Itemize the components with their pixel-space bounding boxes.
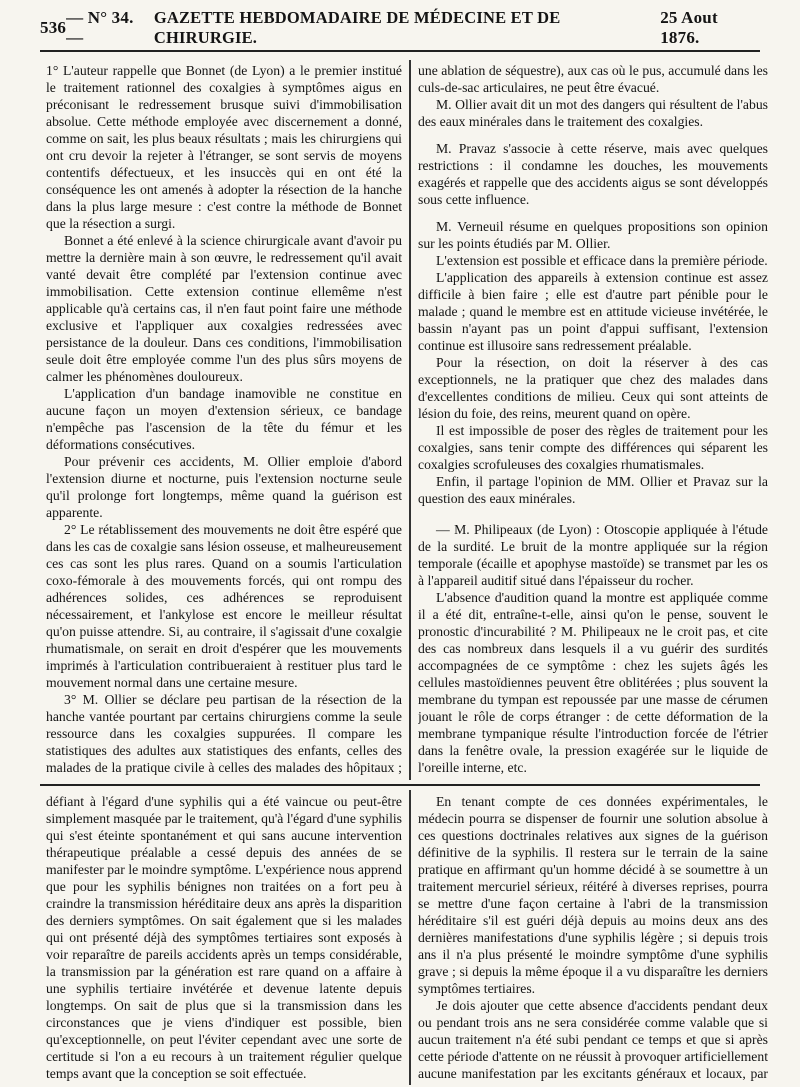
column-4 xyxy=(418,793,768,1083)
paragraph: L'application d'un bandage inamovible ne constitue en aucune façon un moyen d'extension sérieux, ce bandage n'empêche pas l'ascension de la tête du fémur et les déformations consécutives. xyxy=(46,386,402,452)
issue-date: 25 Aout 1876. xyxy=(660,8,718,47)
journal-title: GAZETTE HEBDOMADAIRE DE MÉDECINE ET DE CHIRURGIE. xyxy=(153,8,561,47)
paragraph: Bonnet a été enlevé à la science chirurgicale avant d'avoir pu mettre la dernière main à son œuvre, le redressement qu'il avait vanté devait être complété par l'extension continue avec immobilisation. Cette extension continue ellemême n'est applicable qu'à certains cas, il n'en faut point faire une méthode exclusive et l'appliquer aux coxalgies redressées avec persistance de la douleur. Dans ces conditions, l'immobilisation seule doit être employée comme l'un des plus sûrs moyens de calmer les phénomènes douloureux. xyxy=(46,233,402,384)
paragraph: — M. Philipeaux (de Lyon) : Otoscopie appliquée à l'étude de la surdité. Le bruit de la montre appliquée sur la région temporale (écaille et apophyse mastoïde) se transmet par les os à l'appareil auditif situé dans l'épaisseur du rocher. xyxy=(418,522,768,588)
paragraph: Je dois ajouter que cette absence d'accidents pendant deux ou pendant trois ans ne sera considérée comme valable que si aucun traitement n'a été subi pendant ce temps et que si après cette période d'attente on ne réussit à provoquer artificiellement aucune manifestation par les excitants généraux et locaux, par xyxy=(418,998,768,1081)
issue-number: — N° 34. — xyxy=(66,8,134,47)
running-header xyxy=(40,6,760,52)
paragraph: M. Pravaz s'associe à cette réserve, mais avec quelques restrictions : il condamne les douches, les mouvements exagérés et rappelle que des accidents aigus se sont développés sous cette influence. xyxy=(418,141,768,207)
paragraph: défiant à l'égard d'une syphilis qui a été vaincue ou peut-être simplement masquée par le traitement, qu'à l'égard d'une syphilis qui s'est éteinte spontanément et qui sans aucune intervention thérapeutique préalable a cessé depuis des années de se manifester par le moindre symptôme. L'expérience nous apprend que pour les syphilis bénignes non traitées on a fort peu à craindre la transmission héréditaire deux ans après la disparition des derniers symptômes. On sait également que si les malades qui ont présenté déjà des symptômes tertiaires sont exposés à voir reparaître de pareils accidents après un temps considérable, la transmission par la génération est rare quand on a affaire à une syphilis tertiaire invétérée et devenue latente depuis longtemps. On sait de plus que si la transmission dans les circonstances que je viens d'indiquer est possible, bien qu'exceptionnelle, on peut l'éviter cependant avec une sorte de certitude si l'on a eu recours à un traitement régulier quelque temps avant que la conception se soit effectuée. xyxy=(46,794,402,1081)
paragraph: L'absence d'audition quand la montre est appliquée comme il a été dit, entraîne-t-elle, ainsi qu'on le pense, souvent le pronostic d'incurabilité ? M. Philipeaux ne le croit pas, et cite des cas nombreux dans lesquels il a vu guérir des surdités accompagnées de ce symptôme : chez les sujets âgés les cellules mastoïdiennes peuvent être oblitérées ; plus souvent la membrane du tympan est repoussée par une masse de cérumen jouant le rôle de corps étranger : de cette déformation de la membrane tympanique résulte l'introduction forcée de l'étrier dans la fenêtre ovale, la pression exagérée sur le liquide de l'oreille interne, etc. xyxy=(418,590,768,775)
paragraph: Pour prévenir ces accidents, M. Ollier emploie d'abord l'extension diurne et nocturne, puis l'extension nocturne seule qu'il prolonge fort longtemps, même quand la guérison est apparente. xyxy=(46,454,402,520)
paragraph xyxy=(418,776,768,777)
column-divider-bottom xyxy=(409,790,411,1085)
paragraph: une ablation de séquestre), aux cas où le pus, accumulé dans les culs-de-sac articulaires, ne peut être évacué. xyxy=(418,63,768,95)
paragraph: M. Verneuil résume en quelques propositions son opinion sur les points étudiés par M. Ollier. xyxy=(418,219,768,251)
paragraph: Enfin, il partage l'opinion de MM. Ollier et Pravaz sur la question des eaux minérales. xyxy=(418,474,768,506)
column-divider-top xyxy=(409,60,411,780)
paragraph: L'extension est possible et efficace dans la première période. xyxy=(436,253,768,268)
page-number: 536 xyxy=(40,18,67,37)
column-1 xyxy=(46,62,402,777)
column-2 xyxy=(418,62,768,777)
paragraph: Il est impossible de poser des règles de traitement pour les coxalgies, sans tenir compte des différences qui séparent les coxalgies scrofuleuses des coxalgies rhumatismales. xyxy=(418,423,768,472)
paragraph: 1° L'auteur rappelle que Bonnet (de Lyon) a le premier institué le traitement rationnel des coxalgies à symptômes aigus en préconisant le redressement brusque suivi d'immobilisation absolue. Cette méthode employée avec discernement a donné, comme on sait, les plus beaux résultats ; mais les chirurgiens qui ont cru devoir la rejeter à l'étranger, se sont servis de moyens contentifs défectueux, et les insuccès qui en ont été la conséquence les ont amenés à adopter la résection de la hanche dans la plus large mesure : c'est contre la méthode de Bonnet que la résection a surgi. xyxy=(46,63,402,231)
paragraph: 2° Le rétablissement des mouvements ne doit être espéré que dans les cas de coxalgie sans lésion osseuse, et malheureusement ces cas sont les plus rares. Quand on a soumis l'articulation coxo-fémorale à des mouvements forcés, qui ont rompu des adhérences solides, ces adhérences se reproduisent nécessairement, et l'ankylose est encore le meilleur résultat qu'on puisse attendre. Si, au contraire, il s'agissait d'une coxalgie rhumatismale, on serait en droit d'espérer que les mouvements imprimés à l'articulation contribueraient à restituer plus tard le mouvement normal dans une certaine mesure. xyxy=(46,522,402,690)
paragraph: 3° M. Ollier se déclare peu partisan de la résection de la hanche vantée pourtant par certains chirurgiens comme la seule ressource dans les coxalgies suppurées. Il compare les statistiques des adultes aux statistiques des enfants, celles des malades de la pratique civile à celles des malades des hôpitaux ; xyxy=(46,692,402,775)
column-3 xyxy=(46,793,402,1083)
paragraph: L'application des appareils à extension continue est assez difficile à bien faire ; elle est d'autre part pénible pour le malade ; quand le membre est en attitude vicieuse invétérée, le bassin n'ayant pas un point d'appui suffisant, l'extension continue est illusoire sans redressement préalable. xyxy=(418,270,768,353)
paragraph: En tenant compte de ces données expérimentales, le médecin pourra se dispenser de fournir une solution absolue à ces questions doctrinales relatives aux signes de la guérison définitive de la syphilis. Il restera sur le terrain de la saine pratique en affirmant qu'un homme décidé à se soumettre à un traitement mercuriel sérieux, réitéré à diverses reprises, pourra se mettre d'une façon certaine à l'abri de la transmission héréditaire s'il est guéri déjà depuis au moins deux ans des dernières manifestations d'une syphilis légère ; si depuis trois ans il n'a plus présenté le moindre symptôme d'une syphilis grave ; si depuis la même époque il a vu disparaître les derniers symptômes tertiaires. xyxy=(418,794,768,996)
paragraph: M. Ollier avait dit un mot des dangers qui résultent de l'abus des eaux minérales dans le traitement des coxalgies. xyxy=(418,97,768,129)
paragraph: Pour la résection, on doit la réserver à des cas exceptionnels, ne la pratiquer que chez des malades dans d'excellentes conditions de milieu. Ceux qui sont atteints de lésion du foie, des reins, meurent quand on opère. xyxy=(418,355,768,421)
section-divider xyxy=(40,784,760,786)
